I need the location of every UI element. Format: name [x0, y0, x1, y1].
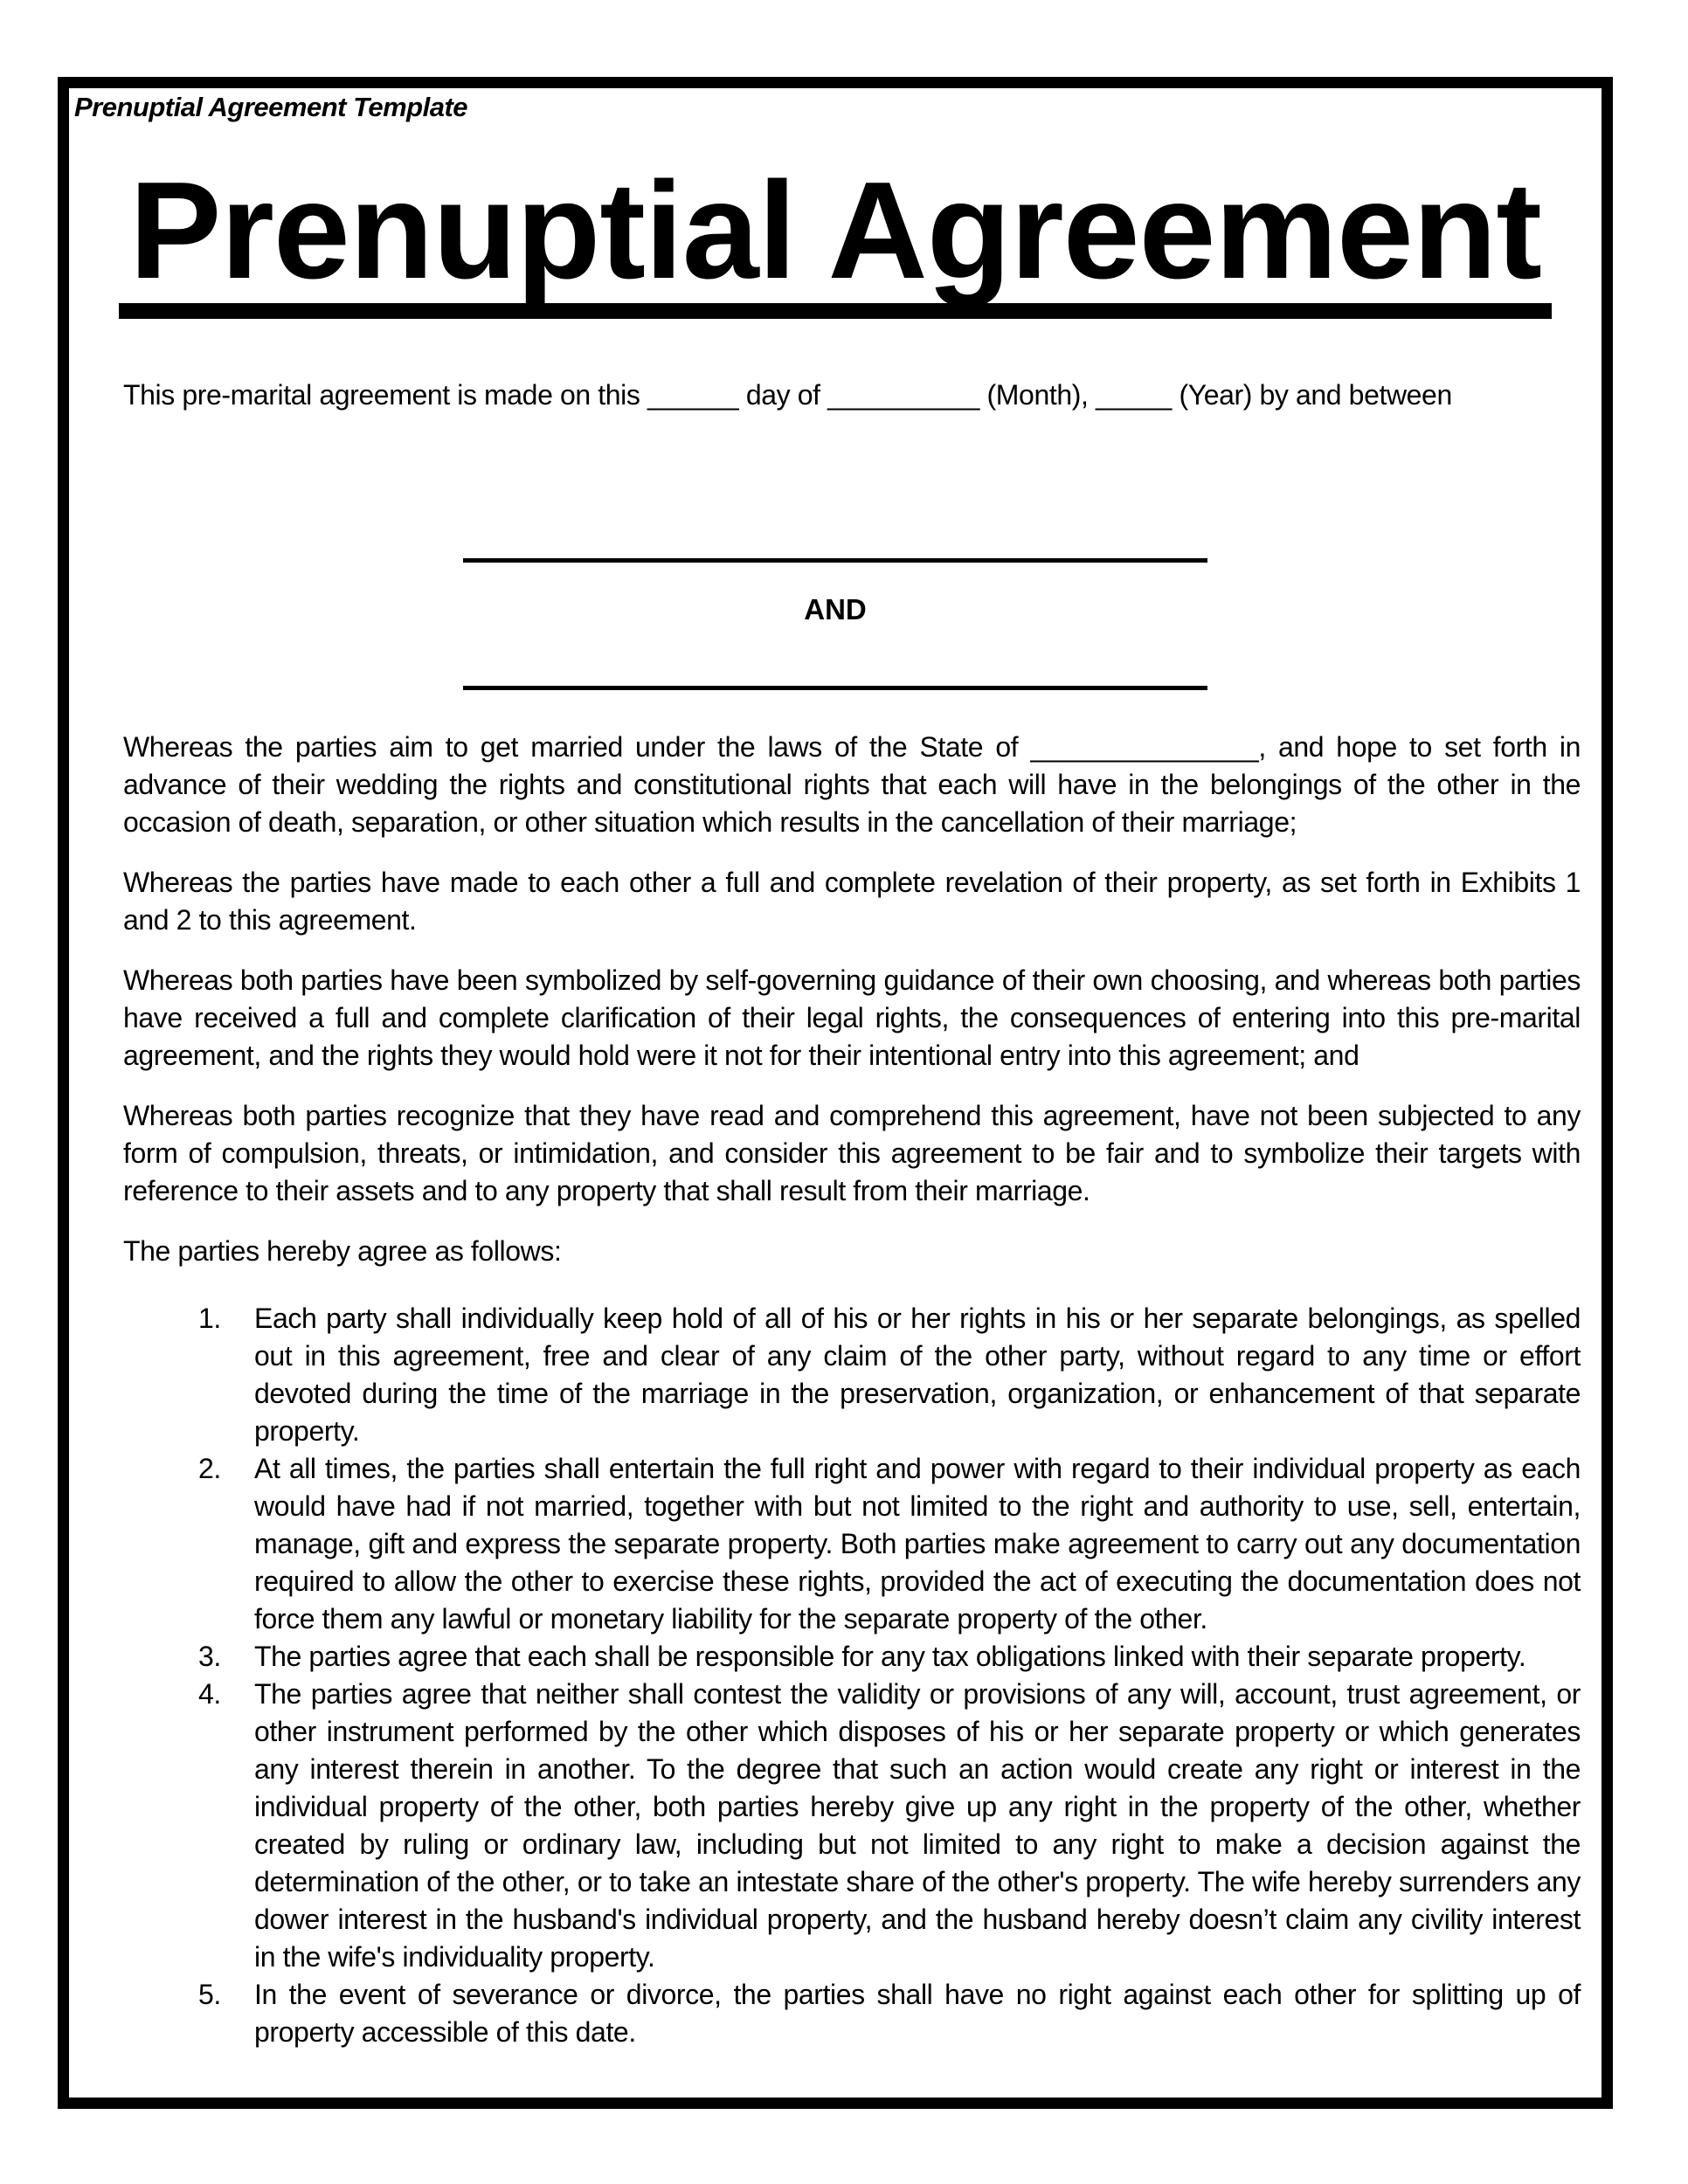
clause-item-2 — [123, 1450, 1581, 1638]
clause-number: 1. — [198, 1303, 221, 1334]
clause-text: The parties agree that neither shall contest the validity or provisions of any will, account, trust agreement, or other instrument performed by the other which disposes of his or her separate property or which generates any interest therein in another. To the degree that such an action would create any right or interest in the individual property of the other, both parties hereby give up any right in the property of the other, whether created by ruling or ordinary law, including but not limited to any right to make a decision against the determination of the other, or to take an intestate share of the other's property. The wife hereby surrenders any dower interest in the husband's individual property, and the husband hereby doesn’t claim any civility interest in the wife's individuality property. — [254, 1678, 1581, 1973]
recital-paragraph-2: Whereas the parties have made to each other a full and complete revelation of their property, as set forth in Exhibits 1 and 2 to this agreement. — [123, 867, 1581, 936]
clause-text: The parties agree that each shall be responsible for any tax obligations linked with their separate property. — [254, 1641, 1526, 1672]
clause-text: At all times, the parties shall entertain the full right and power with regard to their individual property as each would have had if not married, together with but not limited to the right and authority to use, sell, entertain, manage, gift and express the separate property. Both parties make agreement to carry out any documentation required to allow the other to exercise these rights, provided the act of executing the documentation does not force them any lawful or monetary liability for the separate property of the other. — [254, 1453, 1581, 1635]
party-two-blank-line — [463, 686, 1207, 690]
document-title: Prenuptial Agreement — [119, 162, 1552, 319]
clause-item-3 — [123, 1638, 1581, 1676]
and-label: AND — [804, 593, 867, 625]
title-section — [69, 154, 1602, 319]
recital-paragraph-3: Whereas both parties have been symbolized by self-governing guidance of their own choosing, and whereas both parties have received a full and complete clarification of their legal rights, the consequences of entering into this pre-marital agreement, and the rights they would hold were it not for their intentional entry into this agreement; and — [123, 964, 1581, 1071]
clause-number: 5. — [198, 1979, 221, 2010]
clause-text: In the event of severance or divorce, the parties shall have no right against each other for splitting up of property accessible of this date. — [254, 1979, 1581, 2048]
clause-item-5 — [123, 1976, 1581, 2051]
clause-number: 2. — [198, 1453, 221, 1484]
clause-item-4 — [123, 1676, 1581, 1976]
agreement-lead-line: The parties hereby agree as follows: — [123, 1235, 562, 1267]
clause-number: 3. — [198, 1641, 221, 1672]
recital-paragraph-1: Whereas the parties aim to get married under the laws of the State of _______________, and hope to set forth in advance of their wedding the rights and constitutional rights that each will have in the belongings of the other in the occasion of death, separation, or other situation which results in the cancellation of their marriage; — [123, 731, 1581, 838]
parties-section — [69, 558, 1602, 690]
recital-paragraph-4: Whereas both parties recognize that they have read and comprehend this agreement, have not been subjected to any form of compulsion, threats, or intimidation, and consider this agreement to be fair and to symbolize their targets with reference to their assets and to any property that shall result from their marriage. — [123, 1100, 1581, 1206]
clause-item-1 — [123, 1300, 1581, 1450]
party-one-blank-line — [463, 558, 1207, 563]
intro-paragraph: This pre-marital agreement is made on this ______ day of __________ (Month), _____ (Year) by and between — [123, 379, 1452, 411]
template-label: Prenuptial Agreement Template — [74, 92, 468, 122]
clause-text: Each party shall individually keep hold of all of his or her rights in his or her separate belongings, as spelled out in this agreement, free and clear of any claim of the other party, without regard to any time or effort devoted during the time of the marriage in the preservation, organization, or enhancement of that separate property. — [254, 1303, 1581, 1447]
document-border-frame — [58, 77, 1613, 2109]
clause-number: 4. — [198, 1678, 221, 1710]
clause-list — [123, 1300, 1581, 2051]
